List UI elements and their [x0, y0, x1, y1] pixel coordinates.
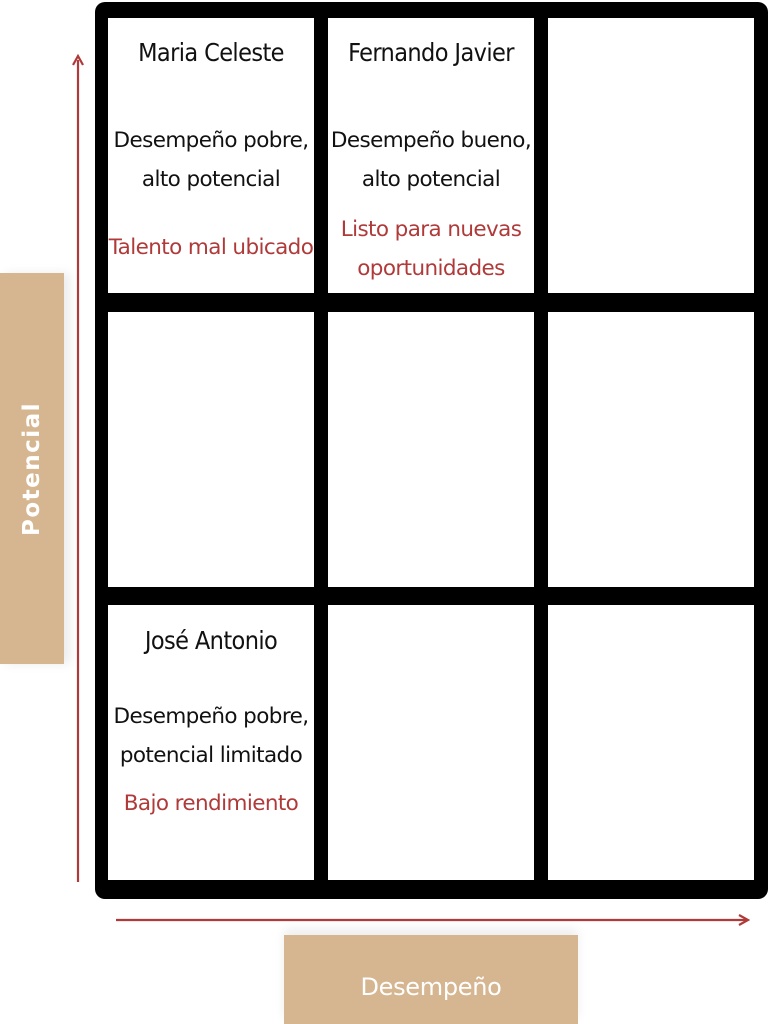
cell-name: Fernando Javier — [348, 38, 514, 67]
grid-cell-1-0 — [108, 312, 314, 587]
cell-name: Maria Celeste — [138, 38, 284, 67]
y-axis-arrow — [70, 52, 86, 884]
x-axis-label-box — [284, 935, 578, 1024]
grid-cell-2-0 — [108, 605, 314, 880]
grid-cell-2-1 — [328, 605, 534, 880]
cell-category: Listo para nuevas oportunidades — [340, 217, 522, 281]
y-axis-label-box — [0, 273, 64, 664]
cell-category: Bajo rendimiento — [123, 791, 299, 816]
x-axis-arrow — [114, 912, 754, 928]
grid-cell-0-1 — [328, 18, 534, 293]
grid-cell-0-0 — [108, 18, 314, 293]
cell-description: Desempeño pobre, potencial limitado — [113, 704, 309, 768]
grid-cell-1-2 — [548, 312, 754, 587]
cell-description: Desempeño bueno, alto potencial — [330, 128, 532, 192]
grid-cell-2-2 — [548, 605, 754, 880]
cell-description: Desempeño pobre, alto potencial — [113, 128, 309, 192]
grid-cell-0-2 — [548, 18, 754, 293]
grid-cell-1-1 — [328, 312, 534, 587]
cell-category: Talento mal ubicado — [108, 235, 314, 260]
x-axis-label: Desempeño — [360, 973, 502, 1001]
cell-name: José Antonio — [144, 626, 278, 655]
y-axis-label: Potencial — [19, 401, 45, 536]
